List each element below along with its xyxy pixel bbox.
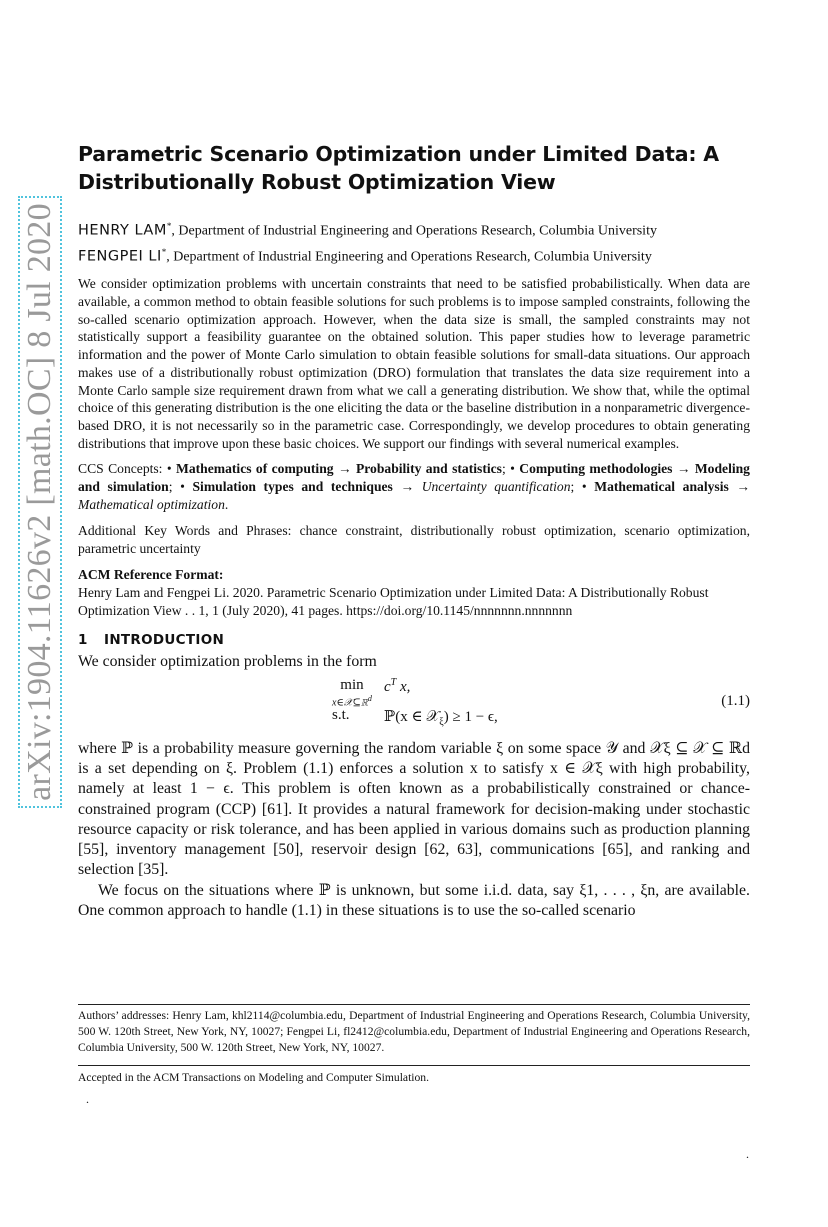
section-number: 1 — [78, 632, 88, 649]
eq-objective-sup: T — [390, 676, 397, 688]
author-line-1 — [78, 216, 750, 242]
author-affiliation: , Department of Industrial Engineering and Operations Research, Columbia University — [166, 249, 652, 265]
acm-reference-format — [78, 566, 750, 620]
ccs-arrow: → — [392, 479, 422, 495]
equation-1-1 — [78, 677, 750, 733]
author-line-2 — [78, 242, 750, 268]
author-name: HENRY LAM — [78, 222, 167, 239]
section-heading — [78, 632, 750, 648]
arxiv-side-stamp — [18, 196, 62, 808]
ccs-separator: ; • — [501, 461, 520, 477]
eq-min: min — [340, 676, 364, 693]
ccs-concept-4: Mathematical analysis — [594, 479, 729, 495]
ccs-concept-4-leaf: Mathematical optimization — [78, 497, 225, 513]
author-mark: * — [161, 246, 167, 257]
ccs-prefix: CCS Concepts: • — [78, 461, 177, 477]
page-dot-right: . — [746, 1147, 749, 1161]
eq-constraint-main: ℙ(x ∈ 𝒳 — [384, 708, 440, 725]
eq-constraint-rest: ) ≥ 1 − ϵ, — [443, 708, 498, 725]
keywords: Additional Key Words and Phrases: chance constraint, distributionally robust optimization, scenario optimization, parametric uncertainty — [78, 523, 750, 557]
ccs-separator: ; • — [570, 479, 595, 495]
eq-min-subscript: x∈𝒳⊆ℝ — [332, 696, 368, 708]
ccs-end: . — [224, 497, 229, 513]
footnote-addresses: Authors’ addresses: Henry Lam, khl2114@columbia.edu, Department of Industrial Engineering and Operations Research, Columbia University, 500 W. 120th Street, New York, NY, 10027; Fengpei Li, fl2412@columbia.edu, Department of Industrial Engineering and Operations Research, Columbia University, 500 W. 120th Street, New York, NY, 10027. — [78, 1009, 750, 1054]
arxiv-identifier: arXiv:1904.11626v2 [math.OC] 8 Jul 2020 — [21, 203, 58, 801]
author-name: FENGPEI LI — [78, 248, 162, 265]
footnote-rule-2 — [78, 1065, 750, 1066]
author-affiliation: , Department of Industrial Engineering and Operations Research, Columbia University — [171, 223, 657, 239]
ccs-concept-3-leaf: Uncertainty quantification — [421, 479, 571, 495]
acm-reference-label: ACM Reference Format: — [78, 567, 224, 583]
page-dot-left: . — [86, 1092, 89, 1106]
eq-min-operator — [332, 677, 372, 710]
footnote-accepted: Accepted in the ACM Transactions on Modeling and Computer Simulation. — [78, 1071, 430, 1084]
eq-constraint — [384, 707, 498, 728]
eq-min-subscript-sup: d — [367, 693, 372, 703]
eq-subject-to: s.t. — [332, 706, 350, 723]
ccs-concept-3: Simulation types and techniques — [192, 479, 393, 495]
intro-lead: We consider optimization problems in the form — [78, 653, 377, 671]
acm-reference-text: Henry Lam and Fengpei Li. 2020. Parametric Scenario Optimization under Limited Data: A Distributionally Robust Optimization View . . 1, 1 (July 2020), 41 pages. https://doi.org/10.1145/nnnnnnn.nnnnnnn — [78, 585, 709, 619]
eq-objective — [384, 677, 410, 696]
eq-objective-c: c — [384, 678, 391, 695]
ccs-concept-2: Computing methodologies → Modeling and simulation — [78, 461, 750, 495]
ccs-separator: ; • — [168, 479, 193, 495]
paragraph-2: We focus on the situations where ℙ is unknown, but some i.i.d. data, say ξ1, . . . , ξn, are available. One common approach to handle (1.1) in these situations is to use the so-called scenario — [78, 881, 750, 920]
ccs-concept-1: Mathematics of computing → Probability and statistics — [176, 461, 502, 477]
equation-number: (1.1) — [721, 692, 750, 709]
eq-constraint-sub: ξ — [439, 716, 444, 728]
footnote-rule-1 — [78, 1004, 750, 1005]
author-mark: * — [166, 221, 172, 231]
eq-objective-rest: x, — [399, 678, 411, 695]
paper-title: Parametric Scenario Optimization under Limited Data: A Distributionally Robust Optimization View — [78, 142, 719, 194]
ccs-concepts — [78, 460, 750, 514]
section-title: INTRODUCTION — [104, 632, 225, 649]
abstract: We consider optimization problems with uncertain constraints that need to be satisfied probabilistically. When data are available, a common method to obtain feasible solutions for such problems is to impose sampled constraints, following the so-called scenario optimization approach. However, when the data size is small, the sampled constraints may not statistically support a feasibility guarantee on the obtained solution. This paper studies how to leverage parametric information and the power of Monte Carlo simulation to obtain feasible solutions for small-data situations. Our approach makes use of a distributionally robust optimization (DRO) formulation that translates the data size requirement into a Monte Carlo sample size requirement drawn from what we call a generating distribution. We show that, while the optimal choice of this generating distribution is the one eliciting the data or the baseline distribution in a nonparametric divergence-based DRO, it is not necessarily so in the parametric case. Correspondingly, we develop procedures to obtain generating distributions that improve upon these basic choices. We support our findings with several numerical examples. — [78, 276, 750, 451]
paragraph-1: where ℙ is a probability measure governing the random variable ξ on some space 𝒴 and 𝒳ξ ⊆ 𝒳 ⊆ ℝd is a set depending on ξ. Problem (1.1) enforces a solution x to satisfy x ∈ 𝒳ξ with high probability, namely at least 1 − ϵ. This problem is often known as a probabilistically constrained or chance-constrained program (CCP) [61]. It provides a natural framework for decision-making under stochastic resource capacity or risk tolerance, and has been applied in various domains such as production planning [55], inventory management [50], reservoir design [62, 63], communications [65], and ranking and selection [35]. — [78, 739, 750, 879]
ccs-arrow: → — [728, 479, 750, 495]
paper-first-page — [78, 140, 750, 921]
